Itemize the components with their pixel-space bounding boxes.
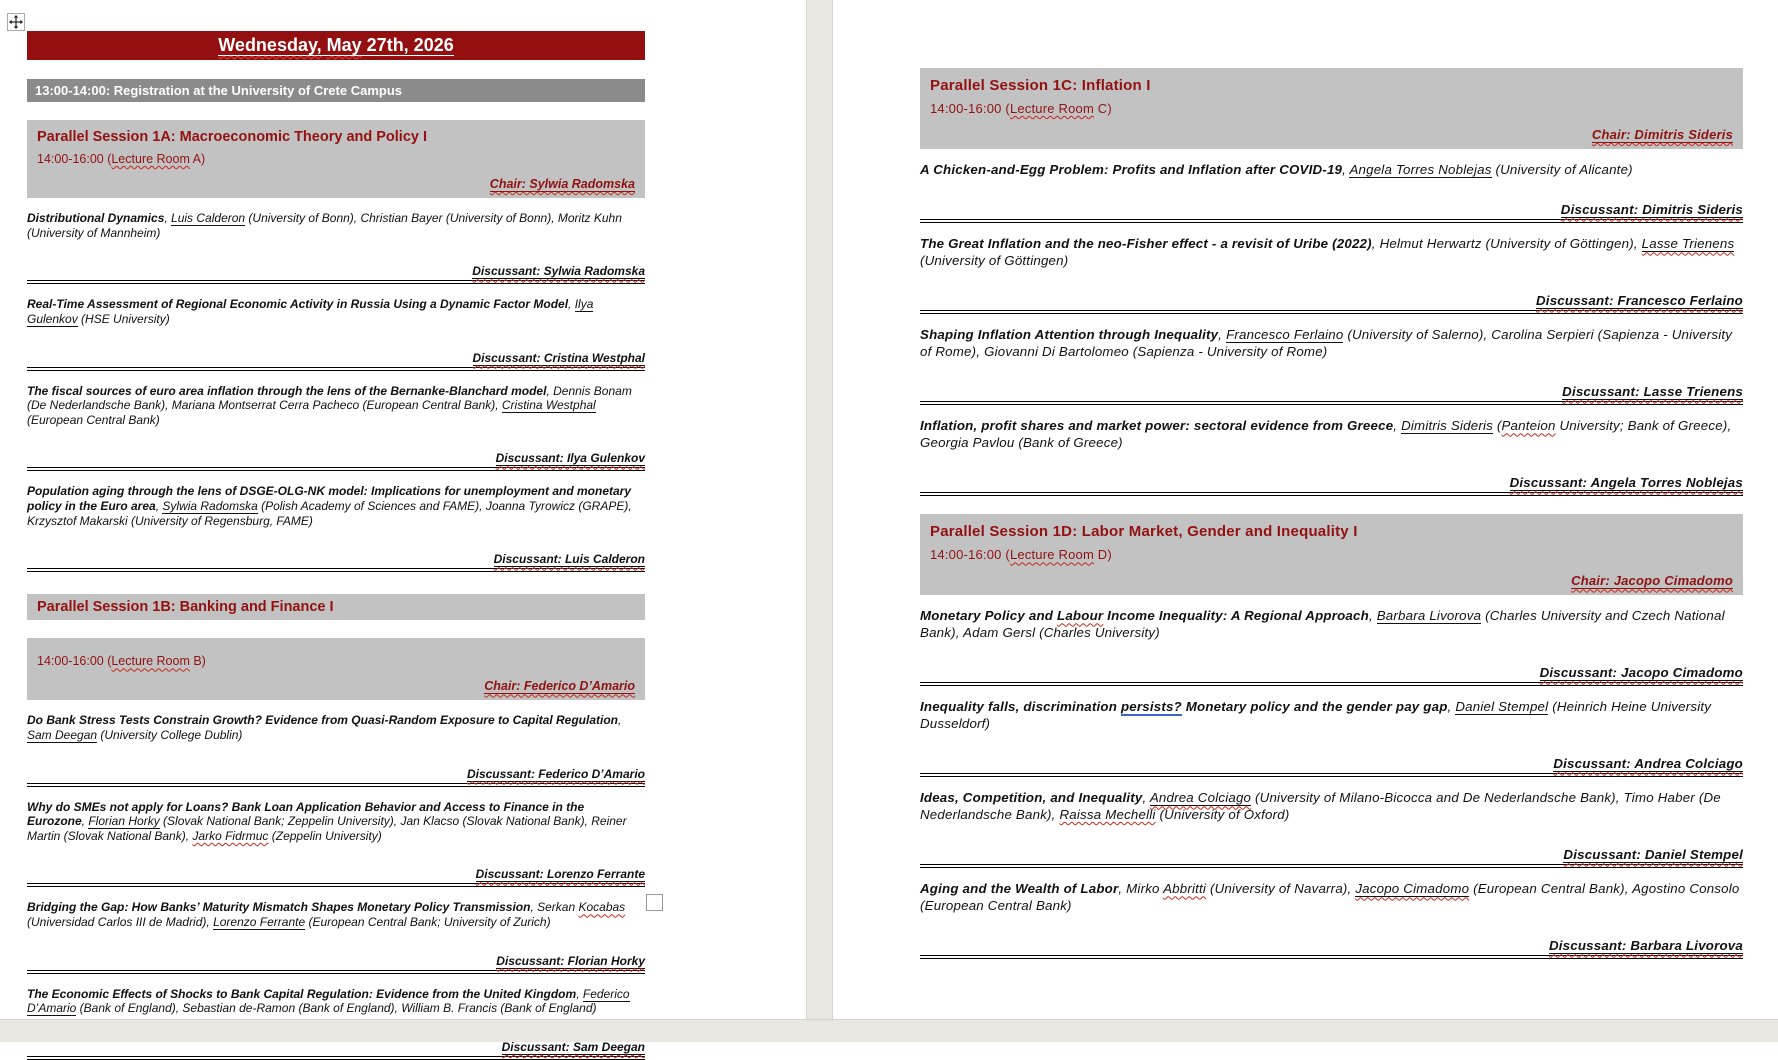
discussant-label: Discussant: Sam Deegan <box>501 1039 645 1054</box>
paper-author: Panteion <box>1501 418 1556 434</box>
banner-word: May <box>326 35 362 55</box>
paper-text <box>920 881 1743 914</box>
separator-rule <box>920 310 1743 314</box>
paper-entry <box>27 297 645 370</box>
paper-author: (Universidad Carlos III de Madrid), <box>27 915 214 929</box>
paper-title: Why do SMEs not apply for Loans? Bank Loan Application Behavior and Access to Finance in the Eurozone <box>27 799 585 829</box>
sessions-right <box>920 68 1743 959</box>
paper-title: Aging and the Wealth of Labor <box>920 881 1119 897</box>
paper-entry <box>920 418 1743 496</box>
session-room: Lecture Room <box>1009 547 1094 563</box>
paper-author: (University College Dublin) <box>97 727 243 742</box>
paper-author: , <box>164 211 172 225</box>
separator-rule <box>27 280 645 284</box>
paper-author: (European Central Bank; University of Zurich) <box>305 915 551 929</box>
discussant-label: Discussant: Francesco Ferlaino <box>1536 293 1743 309</box>
session-chair: Chair: Sylwia Radomska <box>489 177 635 191</box>
page-gap-vertical <box>806 0 833 1041</box>
paper-author: , <box>618 713 622 728</box>
paper-title: Income Inequality: A Regional Approach <box>1103 608 1369 624</box>
discussant-label: Discussant: Andrea Colciago <box>1553 756 1743 772</box>
session-time-prefix: 14:00-16:00 ( <box>37 152 112 166</box>
session-chair: Chair: Federico D’Amario <box>484 679 635 694</box>
paper-author: (University of Alicante) <box>1491 162 1633 177</box>
paper-author: Luis Calderon <box>171 211 246 225</box>
session-room: Lecture Room <box>1009 101 1094 116</box>
session-title: Parallel Session 1B: Banking and Finance I <box>37 599 334 616</box>
separator-rule <box>920 492 1743 496</box>
separator-rule <box>27 1056 645 1060</box>
paper-title: The Great Inflation and the neo-Fisher effect - a revisit of Uribe (2022) <box>920 236 1372 252</box>
paper-entry <box>920 608 1743 686</box>
paper-title: Shaping Inflation Attention through Inequality <box>920 327 1219 343</box>
paper-author: Lorenzo Ferrante <box>213 915 306 929</box>
paper-entry <box>27 484 645 572</box>
session-time-prefix: 14:00-16:00 ( <box>37 654 112 669</box>
paper-text <box>920 162 1743 178</box>
discussant-row <box>920 665 1743 680</box>
paper-author: Jacopo Cimadomo <box>1355 881 1470 897</box>
discussant-row <box>920 202 1743 217</box>
paper-text <box>27 900 645 929</box>
session-title: Parallel Session 1C: Inflation I <box>930 77 1151 94</box>
paper-author: (Zeppelin University) <box>268 828 382 843</box>
discussant-row <box>27 451 645 465</box>
paper-text <box>920 790 1743 823</box>
separator-rule <box>920 955 1743 959</box>
paper-author: Ilya Gulenkov <box>27 297 594 326</box>
discussant-row <box>920 847 1743 862</box>
session-room: Lecture Room <box>111 654 190 669</box>
paper-title: Bridging the Gap: How Banks’ Maturity Mismatch Shapes Monetary Policy Transmission <box>27 900 531 915</box>
paper-entry <box>920 699 1743 777</box>
paper-text <box>920 699 1743 732</box>
paper-author: Dimitris Sideris <box>1401 418 1493 434</box>
discussant-row <box>920 756 1743 771</box>
paper-author: (HSE University) <box>77 311 170 326</box>
session-header <box>27 120 645 198</box>
page-left <box>27 0 645 1060</box>
paper-author: , Helmut Herwartz (University of Göttingen), <box>1371 236 1642 252</box>
separator-rule <box>920 401 1743 405</box>
paper-author: Raissa Mechelli <box>1059 806 1156 822</box>
session-titlebar <box>27 594 645 620</box>
paper-author: (Charles University and Czech National Bank), Adam Gersl (Charles University) <box>920 608 1725 640</box>
discussant-label: Discussant: Dimitris Sideris <box>1560 202 1743 218</box>
paper-author: , <box>1447 699 1456 715</box>
page-right <box>920 0 1743 959</box>
paper-author: (University of Milano-Bicocca and De Nederlandsche Bank), Timo Haber (De Nederlandsche Bank), <box>920 790 1721 822</box>
session-chair: Chair: Jacopo Cimadomo <box>1571 573 1733 589</box>
discussant-row <box>27 1040 645 1054</box>
paper-author: (University of Salerno), Carolina Serpieri (Sapienza - University of Rome), Giovanni Di Bartolomeo (Sapienza - University of Rome) <box>920 327 1733 359</box>
discussant-row <box>27 351 645 365</box>
paper-author: Jarko Fidrmuc <box>192 828 269 843</box>
paper-title: Distributional Dynamics <box>27 211 165 225</box>
paper-entry <box>920 162 1743 223</box>
separator-rule <box>920 682 1743 686</box>
arrows-cross-icon <box>9 15 23 29</box>
paper-author: (Polish Academy of Sciences and FAME), Joanna Tyrowicz (GRAPE), Krzysztof Makarski (University of Regensburg, FAME) <box>27 499 632 528</box>
paper-author: , Mirko <box>1118 881 1164 897</box>
paper-author: Sam Deegan <box>27 727 98 742</box>
session-time-suffix: B) <box>189 654 206 669</box>
paper-title: A Chicken-and-Egg Problem: Profits and Inflation after COVID-19 <box>920 162 1343 177</box>
paper-title: The Economic Effects of Shocks to Bank Capital Regulation: Evidence from the United Kingdom <box>27 986 577 1001</box>
paper-author: Daniel Stempel <box>1455 699 1549 715</box>
discussant-label: Discussant: Ilya Gulenkov <box>495 451 645 466</box>
paper-text <box>27 987 645 1016</box>
paper-entry <box>920 327 1743 405</box>
session-time <box>37 152 635 166</box>
paper-entry <box>920 790 1743 868</box>
paper-author: (European Central Bank) <box>27 412 160 427</box>
paper-author: Andrea Colciago <box>1149 790 1252 806</box>
paper-author: , <box>576 986 583 1001</box>
paper-author: (European Central Bank), Agostino Consolo (European Central Bank) <box>920 881 1740 913</box>
discussant-label: Discussant: Barbara Livorova <box>1548 938 1743 954</box>
paper-author: , <box>568 297 575 312</box>
paper-title: Monetary Policy and <box>920 608 1058 624</box>
right-page-top-margin <box>920 0 1743 50</box>
paper-entry <box>27 211 645 284</box>
paper-text <box>27 211 645 240</box>
paper-entry <box>27 900 645 973</box>
table-move-handle-icon[interactable] <box>7 13 25 31</box>
paper-author: Barbara Livorova <box>1376 608 1482 624</box>
banner-word: 27th, 2026 <box>361 35 454 55</box>
paper-entry <box>920 881 1743 959</box>
paper-text <box>27 484 645 528</box>
date-banner <box>27 31 645 60</box>
paper-author: (University of Navarra), <box>1206 881 1356 897</box>
paper-text <box>27 800 645 844</box>
separator-rule <box>27 970 645 974</box>
session-header <box>920 68 1743 149</box>
paper-entry <box>27 713 645 786</box>
paper-text <box>920 236 1743 269</box>
session-chair-row <box>930 127 1733 142</box>
session-header <box>920 514 1743 595</box>
paper-author: (University of Bonn), Christian Bayer (University of Bonn), Moritz Kuhn (University of Mannheim) <box>27 211 622 240</box>
paper-author: Angela Torres Noblejas <box>1349 162 1492 177</box>
paper-author: Labour <box>1057 608 1104 624</box>
session-header <box>27 638 645 700</box>
paper-entry <box>27 384 645 472</box>
session-chair-row <box>930 573 1733 588</box>
paper-author: Kocabas <box>578 900 626 915</box>
discussant-label: Discussant: Cristina Westphal <box>472 350 645 365</box>
session-time-suffix: A) <box>189 152 206 166</box>
discussant-label: Discussant: Jacopo Cimadomo <box>1539 665 1743 681</box>
paper-title: Ideas, Competition, and Inequality <box>920 790 1143 806</box>
date-banner-text <box>218 35 453 56</box>
discussant-row <box>920 475 1743 490</box>
discussant-label: Discussant: Luis Calderon <box>493 552 645 567</box>
paper-title: Population aging through the lens of DSGE-OLG-NK model: Implications for unemployment and monetary policy in the Euro area <box>27 484 632 513</box>
separator-rule <box>27 467 645 471</box>
paper-author: , <box>1218 327 1227 343</box>
session-title: Parallel Session 1A: Macroeconomic Theory and Policy I <box>37 129 428 145</box>
session-time <box>930 101 1733 116</box>
paper-text <box>920 327 1743 360</box>
paper-author: Lasse Trienens <box>1641 236 1735 252</box>
separator-rule <box>27 783 645 787</box>
separator-rule <box>920 773 1743 777</box>
paper-author: , <box>1342 162 1350 177</box>
paper-author: Sylwia Radomska <box>162 499 258 513</box>
paper-title: Real-Time Assessment of Regional Economic Activity in Russia Using a Dynamic Factor Model <box>27 297 569 312</box>
paper-author: (Slovak National Bank; Zeppelin University), Jan Klacso (Slovak National Bank), Reiner Martin (Slovak National Bank), <box>27 814 627 843</box>
paper-entry <box>27 800 645 888</box>
separator-rule <box>920 219 1743 223</box>
discussant-label: Discussant: Angela Torres Noblejas <box>1509 475 1743 491</box>
paper-author: , <box>1393 418 1402 434</box>
paper-author: (University of Oxford) <box>1155 806 1290 822</box>
discussant-row <box>920 938 1743 953</box>
session-chair-row <box>37 679 635 693</box>
discussant-row <box>27 867 645 881</box>
paper-text <box>27 384 645 428</box>
paper-author: Francesco Ferlaino <box>1226 327 1344 343</box>
discussant-row <box>920 384 1743 399</box>
discussant-label: Discussant: Federico D’Amario <box>466 766 645 781</box>
separator-rule <box>27 568 645 572</box>
session-time-prefix: 14:00-16:00 ( <box>930 547 1010 563</box>
discussant-row <box>27 264 645 278</box>
paper-author: ( <box>1492 418 1502 434</box>
paper-title: Monetary policy and the gender pay gap <box>1181 699 1448 715</box>
paper-text <box>920 608 1743 641</box>
separator-rule <box>920 864 1743 868</box>
paper-title: Inequality falls, discrimination <box>920 699 1121 715</box>
paper-title: Do Bank Stress Tests Constrain Growth? Evidence from Quasi-Random Exposure to Capital Regulation <box>27 713 618 728</box>
sessions-left <box>27 120 645 1060</box>
paper-author: , <box>81 814 89 829</box>
paper-author: University; Bank of Greece), Georgia Pavlou (Bank of Greece) <box>920 418 1732 450</box>
paper-title: Inflation, profit shares and market power: sectoral evidence from Greece <box>920 418 1394 434</box>
session-chair: Chair: Dimitris Sideris <box>1591 127 1733 142</box>
discussant-row <box>920 293 1743 308</box>
discussant-row <box>27 767 645 781</box>
session-time-suffix: D) <box>1094 547 1112 563</box>
paper-author: (University of Göttingen) <box>920 252 1069 268</box>
discussant-label: Discussant: Sylwia Radomska <box>472 264 645 279</box>
discussant-row <box>27 954 645 968</box>
discussant-label: Discussant: Daniel Stempel <box>1563 847 1743 863</box>
banner-word: Wednesday, <box>218 35 322 55</box>
paper-author: , <box>1142 790 1150 806</box>
paper-author: , Serkan <box>530 900 579 915</box>
separator-rule <box>27 367 645 371</box>
paper-author: (Heinrich Heine University Dusseldorf) <box>920 699 1712 731</box>
paper-author: Federico D’Amario <box>27 986 630 1016</box>
session-time-prefix: 14:00-16:00 ( <box>930 101 1010 116</box>
session-room: Lecture Room <box>111 152 190 166</box>
table-resize-handle[interactable] <box>646 894 663 911</box>
paper-text <box>27 713 645 742</box>
paper-author: , Dennis Bonam (De Nederlandsche Bank), Mariana Montserrat Cerra Pacheco (European Central Bank), <box>27 383 632 413</box>
paper-entry <box>27 987 645 1060</box>
paper-author: Abbritti <box>1163 881 1207 897</box>
separator-rule <box>27 883 645 887</box>
paper-entry <box>920 236 1743 314</box>
discussant-label: Discussant: Florian Horky <box>496 953 645 968</box>
paper-title: The fiscal sources of euro area inflation through the lens of the Bernanke-Blanchard model <box>27 383 547 398</box>
paper-author: Florian Horky <box>88 814 160 829</box>
session-time-suffix: C) <box>1094 101 1112 116</box>
paper-author: Cristina Westphal <box>501 398 596 413</box>
discussant-label: Discussant: Lorenzo Ferrante <box>475 867 645 882</box>
discussant-row <box>27 552 645 566</box>
session-chair-row <box>37 177 635 191</box>
paper-text <box>27 297 645 326</box>
paper-author: persists? <box>1120 699 1182 715</box>
session-time <box>37 654 635 668</box>
paper-author: , <box>155 499 163 513</box>
paper-text <box>920 418 1743 451</box>
discussant-label: Discussant: Lasse Trienens <box>1562 384 1743 400</box>
session-title: Parallel Session 1D: Labor Market, Gender and Inequality I <box>930 523 1358 541</box>
paper-author: (Bank of England), Sebastian de-Ramon (Bank of England), William B. Francis (Bank of England) <box>76 1001 597 1016</box>
session-time <box>930 547 1733 562</box>
registration-bar: 13:00-14:00: Registration at the University of Crete Campus <box>27 79 645 102</box>
paper-author: , <box>1368 608 1377 624</box>
